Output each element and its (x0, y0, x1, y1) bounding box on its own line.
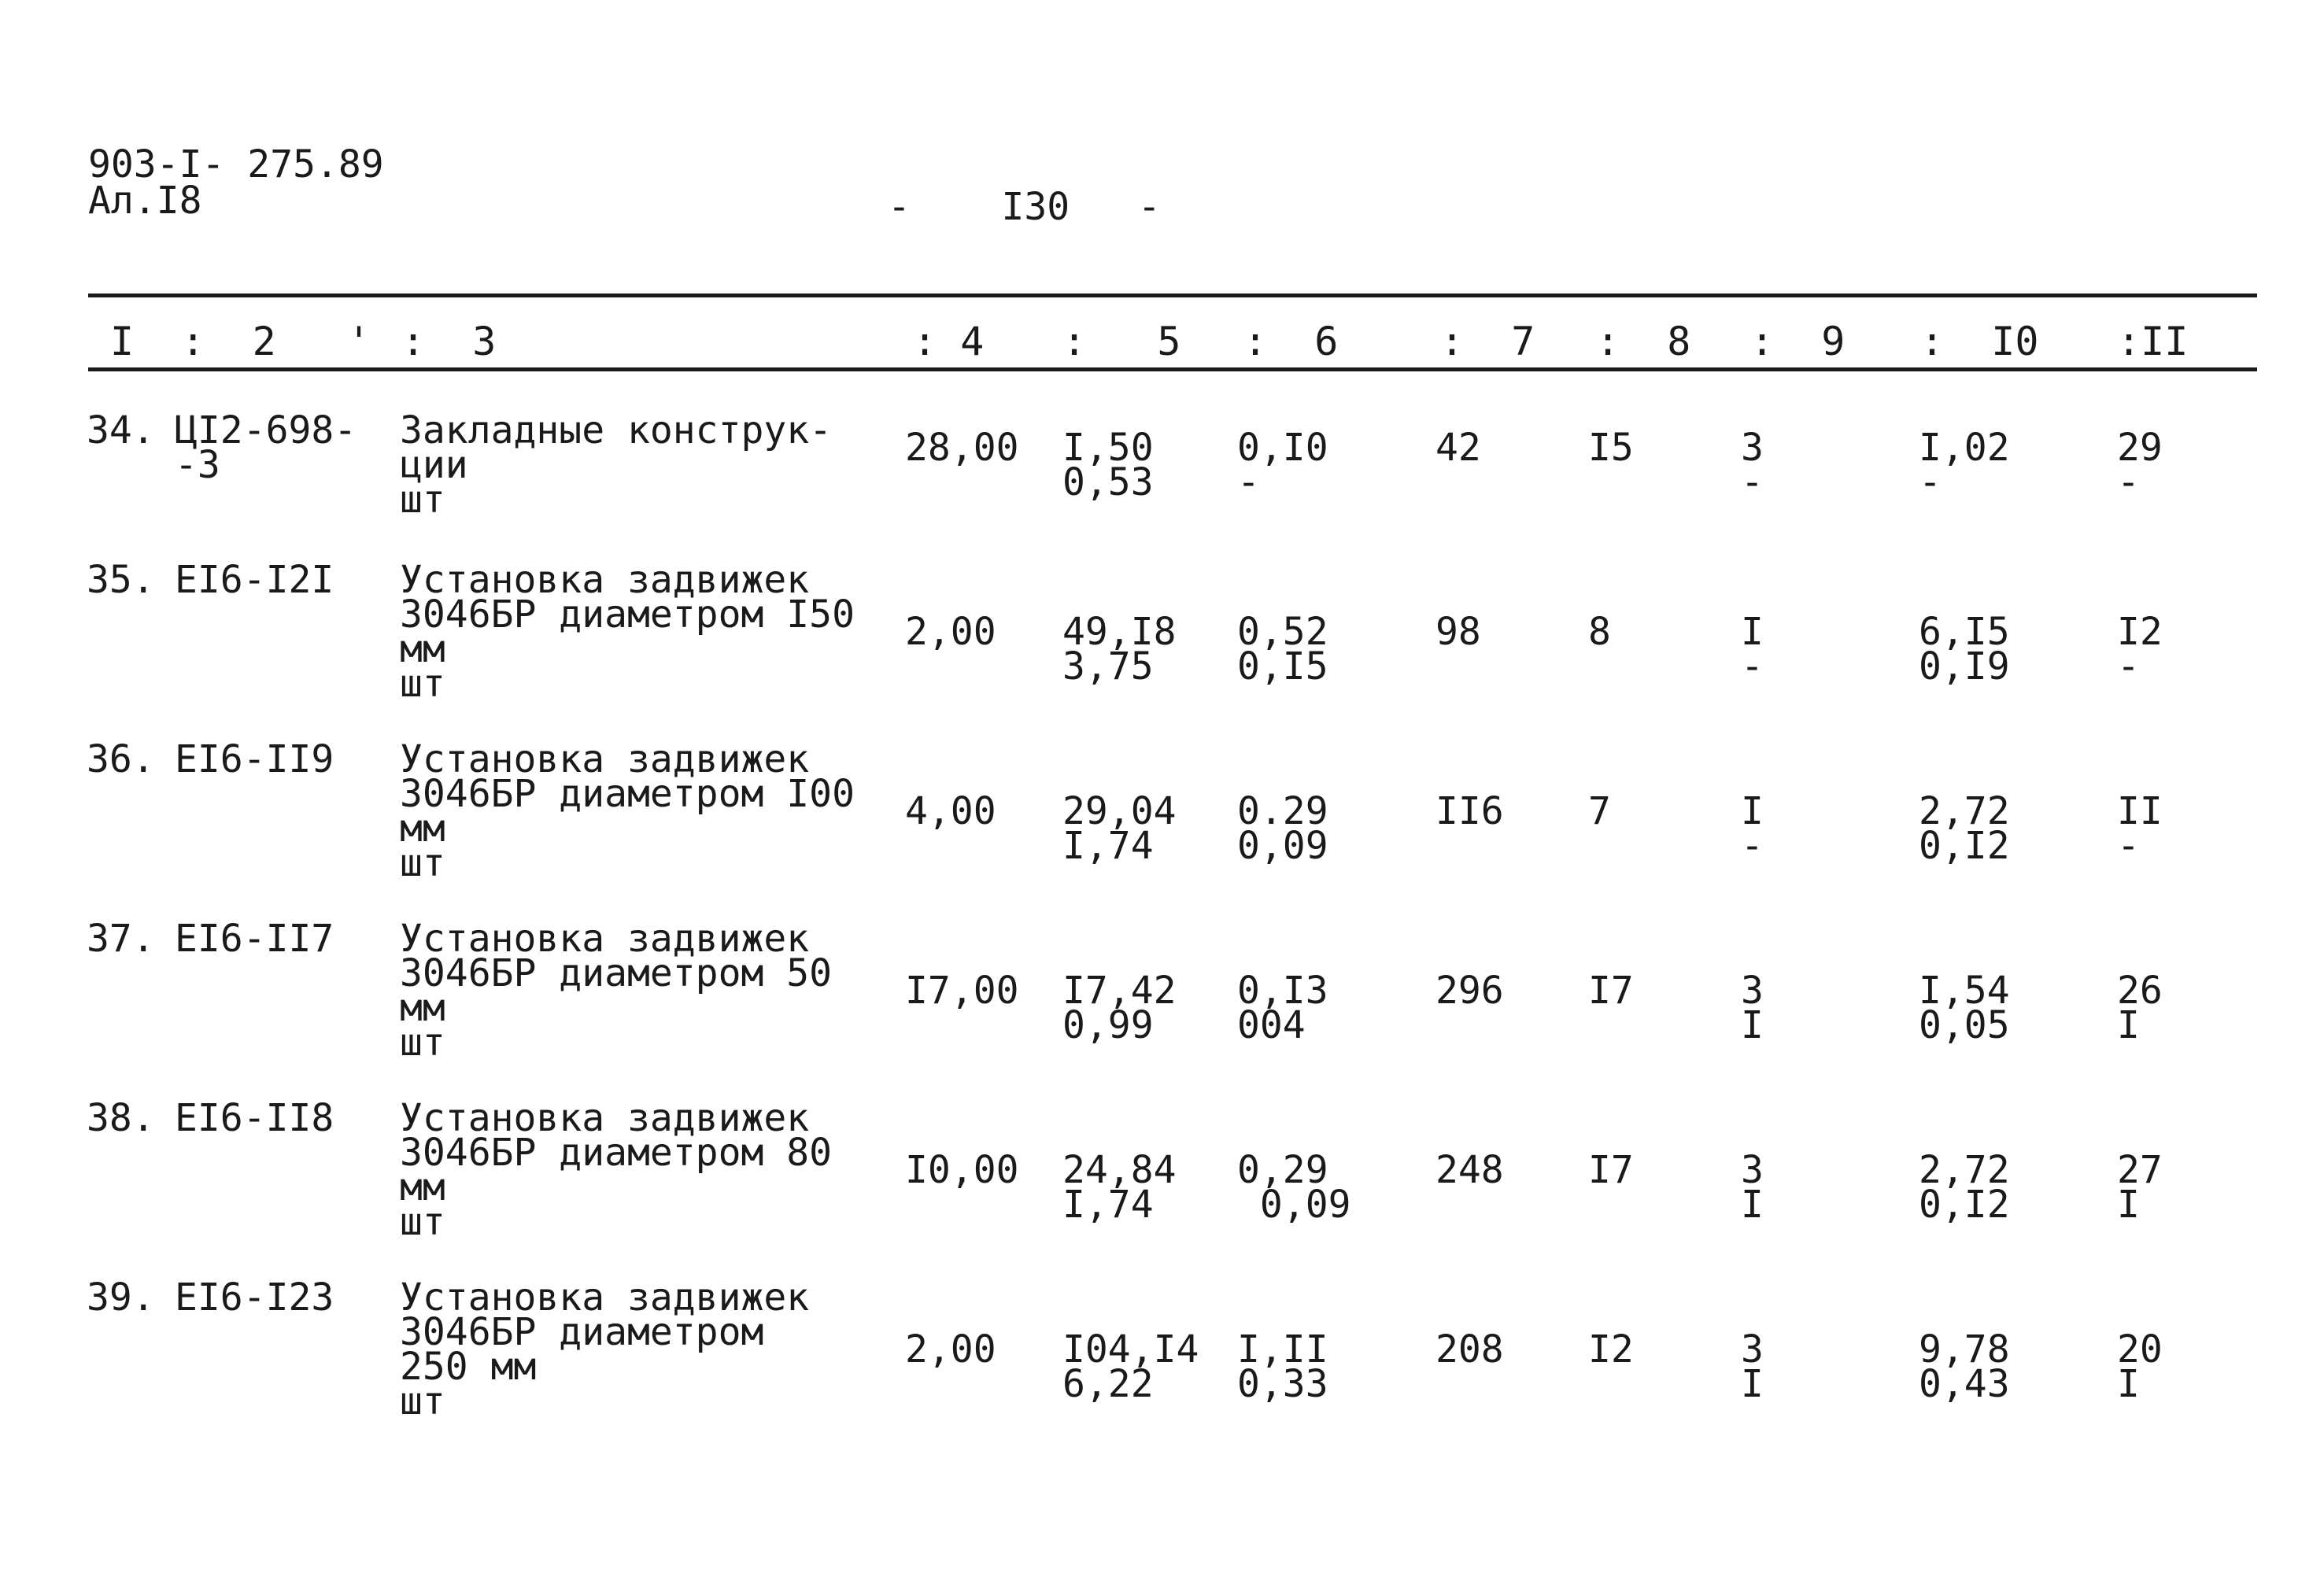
row-col-9 (1741, 1148, 1764, 1227)
row-col-5 (1062, 1148, 1177, 1227)
col-header-5: : 5 (1062, 319, 1181, 364)
row-col-5-line: 49,I8 (1062, 610, 1177, 654)
row-col-6-line: I,II (1237, 1327, 1328, 1371)
row-code-line: EI6-I2I (175, 558, 334, 602)
row-col-5-line: I,74 (1062, 824, 1154, 868)
table-header-rule (88, 367, 2257, 371)
row-col-5-line: 6,22 (1062, 1362, 1154, 1406)
row-col-7-line: 42 (1435, 426, 1481, 470)
row-col-8 (1588, 1148, 1634, 1192)
row-col-8-line: 8 (1588, 610, 1611, 654)
row-col-5 (1062, 1327, 1199, 1406)
row-col-9 (1741, 789, 1764, 868)
row-col-11-line: I2 (2117, 610, 2163, 654)
row-col-7-line: 248 (1435, 1148, 1504, 1192)
row-description (400, 1096, 833, 1244)
row-description (400, 1275, 810, 1423)
row-description-line: Установка задвижек (400, 1096, 810, 1140)
row-col-8 (1588, 610, 1611, 654)
row-col-8-line: I7 (1588, 1148, 1634, 1192)
row-number (87, 1275, 155, 1320)
row-description-line: мм (400, 627, 445, 671)
row-col-9-line: I (1741, 1183, 1764, 1227)
col-header-3: : 3 (401, 319, 497, 364)
row-col-10-line: 0,43 (1919, 1362, 2010, 1406)
row-col-11 (2117, 1327, 2163, 1406)
row-description-line: 3046БР диаметром 50 (400, 951, 833, 995)
row-col-10-line: I,54 (1919, 969, 2010, 1013)
row-description-line: шт (400, 1200, 445, 1244)
row-code (175, 408, 357, 487)
row-col-9-line: 3 (1741, 426, 1764, 470)
row-col-7-line: 208 (1435, 1327, 1504, 1371)
row-description (400, 558, 855, 706)
row-col-7 (1435, 789, 1504, 833)
row-col-7 (1435, 969, 1504, 1013)
row-description-line: ции (400, 443, 468, 487)
row-code-line: EI6-II7 (175, 917, 334, 961)
row-col-11-line: 29 (2117, 426, 2163, 470)
row-description-line: мм (400, 986, 445, 1030)
row-col-5-line: I,74 (1062, 1183, 1154, 1227)
row-col-11 (2117, 969, 2163, 1047)
row-description (400, 408, 833, 522)
row-col-5-line: 3,75 (1062, 644, 1154, 688)
row-description-line: шт (400, 1021, 445, 1065)
row-col-6 (1237, 610, 1328, 688)
row-col-7-line: 98 (1435, 610, 1481, 654)
row-col-9 (1741, 610, 1764, 688)
row-col-6 (1237, 969, 1328, 1047)
row-code-line: ЦI2-698- (175, 408, 357, 452)
row-col-11-line: - (2117, 460, 2140, 504)
row-col-10 (1919, 789, 2010, 868)
row-col-5-line: I7,42 (1062, 969, 1177, 1013)
row-col-5-line: 0,53 (1062, 460, 1154, 504)
row-col-10 (1919, 610, 2010, 688)
row-col-11-line: - (2117, 824, 2140, 868)
row-col-4-line: 2,00 (905, 610, 996, 654)
col-header-8: : 8 (1596, 319, 1691, 364)
row-col-11-line: I (2117, 1003, 2140, 1047)
row-col-10-line: 2,72 (1919, 789, 2010, 833)
row-col-10-line: 0,05 (1919, 1003, 2010, 1047)
row-col-11 (2117, 426, 2163, 504)
row-col-10-line: 0,I2 (1919, 1183, 2010, 1227)
row-col-7 (1435, 1327, 1504, 1371)
row-col-4 (905, 1148, 1019, 1192)
row-col-9-line: I (1741, 789, 1764, 833)
row-col-9-line: I (1741, 1362, 1764, 1406)
row-col-6-line: 0,52 (1237, 610, 1328, 654)
row-col-4 (905, 426, 1019, 470)
row-col-7 (1435, 426, 1481, 470)
row-col-6-line: 004 (1237, 1003, 1306, 1047)
row-description-line: 3046БР диаметром 80 (400, 1131, 833, 1175)
row-col-6-line: 0.29 (1237, 789, 1328, 833)
row-description-line: мм (400, 1165, 445, 1209)
row-col-5 (1062, 610, 1177, 688)
col-header-10: : I0 (1920, 319, 2039, 364)
row-col-9-line: 3 (1741, 969, 1764, 1013)
row-col-11-line: - (2117, 644, 2140, 688)
row-col-6-line: 0,09 (1237, 824, 1328, 868)
row-code-line: EI6-I23 (175, 1275, 334, 1320)
row-col-8 (1588, 789, 1611, 833)
row-description-line: 250 мм (400, 1345, 537, 1389)
row-description-line: Установка задвижек (400, 558, 810, 602)
row-col-6 (1237, 1148, 1351, 1227)
row-col-6 (1237, 1327, 1328, 1406)
row-number-line: 35. (87, 558, 155, 602)
row-col-9-line: - (1741, 644, 1764, 688)
row-col-6-line: 0,33 (1237, 1362, 1328, 1406)
row-description-line: Закладные конструк- (400, 408, 833, 452)
row-col-5-line: I,50 (1062, 426, 1154, 470)
row-col-7-line: II6 (1435, 789, 1504, 833)
row-col-11 (2117, 789, 2163, 868)
row-description (400, 737, 855, 885)
row-col-6-line: 0,29 (1237, 1148, 1328, 1192)
row-number (87, 408, 155, 452)
row-col-10 (1919, 1148, 2010, 1227)
row-col-8 (1588, 426, 1634, 470)
row-number-line: 39. (87, 1275, 155, 1320)
row-col-6-line: 0,I5 (1237, 644, 1328, 688)
row-col-4-line: 4,00 (905, 789, 996, 833)
row-col-9-line: I (1741, 1003, 1764, 1047)
row-col-6-line: 0,I3 (1237, 969, 1328, 1013)
row-description-line: 3046БР диаметром I50 (400, 592, 855, 637)
row-col-9-line: - (1741, 824, 1764, 868)
row-description-line: мм (400, 807, 445, 851)
col-header-11: :II (2117, 319, 2189, 364)
row-col-5-line: 29,04 (1062, 789, 1177, 833)
row-col-5-line: 24,84 (1062, 1148, 1177, 1192)
row-col-11-line: I (2117, 1183, 2140, 1227)
row-number-line: 34. (87, 408, 155, 452)
row-number (87, 917, 155, 961)
row-code-line: -3 (175, 443, 220, 487)
row-col-7 (1435, 610, 1481, 654)
row-col-8-line: I5 (1588, 426, 1634, 470)
col-header-6: : 6 (1243, 319, 1339, 364)
row-description-line: 3046БР диаметром I00 (400, 772, 855, 816)
row-col-6-line: 0,I0 (1237, 426, 1328, 470)
row-col-10 (1919, 969, 2010, 1047)
col-header-1-2: I : 2 ' (110, 319, 371, 364)
row-col-8-line: 7 (1588, 789, 1611, 833)
row-col-9-line: 3 (1741, 1327, 1764, 1371)
row-col-9-line: 3 (1741, 1148, 1764, 1192)
col-header-4: : 4 (913, 319, 985, 364)
row-col-5 (1062, 789, 1177, 868)
row-col-8 (1588, 969, 1634, 1013)
row-col-11-line: 27 (2117, 1148, 2163, 1192)
row-description-line: 3046БР диаметром (400, 1310, 764, 1354)
row-number-line: 36. (87, 737, 155, 781)
sheet-label: Ал.I8 (88, 179, 202, 223)
row-number (87, 558, 155, 602)
row-col-9-line: - (1741, 460, 1764, 504)
row-col-4 (905, 789, 996, 833)
row-code-line: EI6-II8 (175, 1096, 334, 1140)
row-number-line: 37. (87, 917, 155, 961)
row-code (175, 1096, 334, 1140)
row-col-11-line: 20 (2117, 1327, 2163, 1371)
row-col-4 (905, 610, 996, 654)
row-col-10-line: 6,I5 (1919, 610, 2010, 654)
row-description-line: Установка задвижек (400, 737, 810, 781)
row-col-6-line: 0,09 (1237, 1183, 1351, 1227)
row-col-10-line: - (1919, 460, 1942, 504)
row-col-7-line: 296 (1435, 969, 1504, 1013)
row-col-5-line: 0,99 (1062, 1003, 1154, 1047)
row-col-6 (1237, 789, 1328, 868)
row-code (175, 1275, 334, 1320)
row-number (87, 737, 155, 781)
row-description-line: шт (400, 662, 445, 706)
row-description-line: шт (400, 1379, 445, 1423)
row-description-line: Установка задвижек (400, 1275, 810, 1320)
row-col-9 (1741, 1327, 1764, 1406)
row-col-4-line: I7,00 (905, 969, 1019, 1013)
row-col-10 (1919, 426, 2010, 504)
row-col-11 (2117, 1148, 2163, 1227)
row-col-6 (1237, 426, 1328, 504)
row-col-10-line: 2,72 (1919, 1148, 2010, 1192)
row-col-5 (1062, 969, 1177, 1047)
row-col-6-line: - (1237, 460, 1260, 504)
row-col-8-line: I2 (1588, 1327, 1634, 1371)
row-col-11-line: II (2117, 789, 2163, 833)
row-col-9 (1741, 426, 1764, 504)
row-description-line: Установка задвижек (400, 917, 810, 961)
row-col-4-line: 28,00 (905, 426, 1019, 470)
row-number-line: 38. (87, 1096, 155, 1140)
row-col-8-line: I7 (1588, 969, 1634, 1013)
row-col-11-line: 26 (2117, 969, 2163, 1013)
row-col-10-line: 9,78 (1919, 1327, 2010, 1371)
row-code (175, 737, 334, 781)
page-number: - I30 - (888, 185, 1161, 229)
row-description (400, 917, 833, 1065)
row-col-5 (1062, 426, 1154, 504)
col-header-9: : 9 (1750, 319, 1846, 364)
row-col-7 (1435, 1148, 1504, 1192)
row-code-line: EI6-II9 (175, 737, 334, 781)
row-col-4-line: I0,00 (905, 1148, 1019, 1192)
row-col-8 (1588, 1327, 1634, 1371)
row-col-10-line: 0,I9 (1919, 644, 2010, 688)
col-header-7: : 7 (1440, 319, 1535, 364)
table-top-rule (88, 293, 2257, 297)
row-code (175, 917, 334, 961)
row-col-10 (1919, 1327, 2010, 1406)
row-col-10-line: 0,I2 (1919, 824, 2010, 868)
row-col-4 (905, 969, 1019, 1013)
row-code (175, 558, 334, 602)
row-col-11 (2117, 610, 2163, 688)
row-col-5-line: I04,I4 (1062, 1327, 1199, 1371)
row-col-4-line: 2,00 (905, 1327, 996, 1371)
row-number (87, 1096, 155, 1140)
row-col-10-line: I,02 (1919, 426, 2010, 470)
row-col-11-line: I (2117, 1362, 2140, 1406)
document-code: 903-I- 275.89 (88, 142, 384, 186)
row-col-9-line: I (1741, 610, 1764, 654)
row-description-line: шт (400, 478, 445, 522)
row-col-4 (905, 1327, 996, 1371)
row-description-line: шт (400, 841, 445, 885)
row-col-9 (1741, 969, 1764, 1047)
